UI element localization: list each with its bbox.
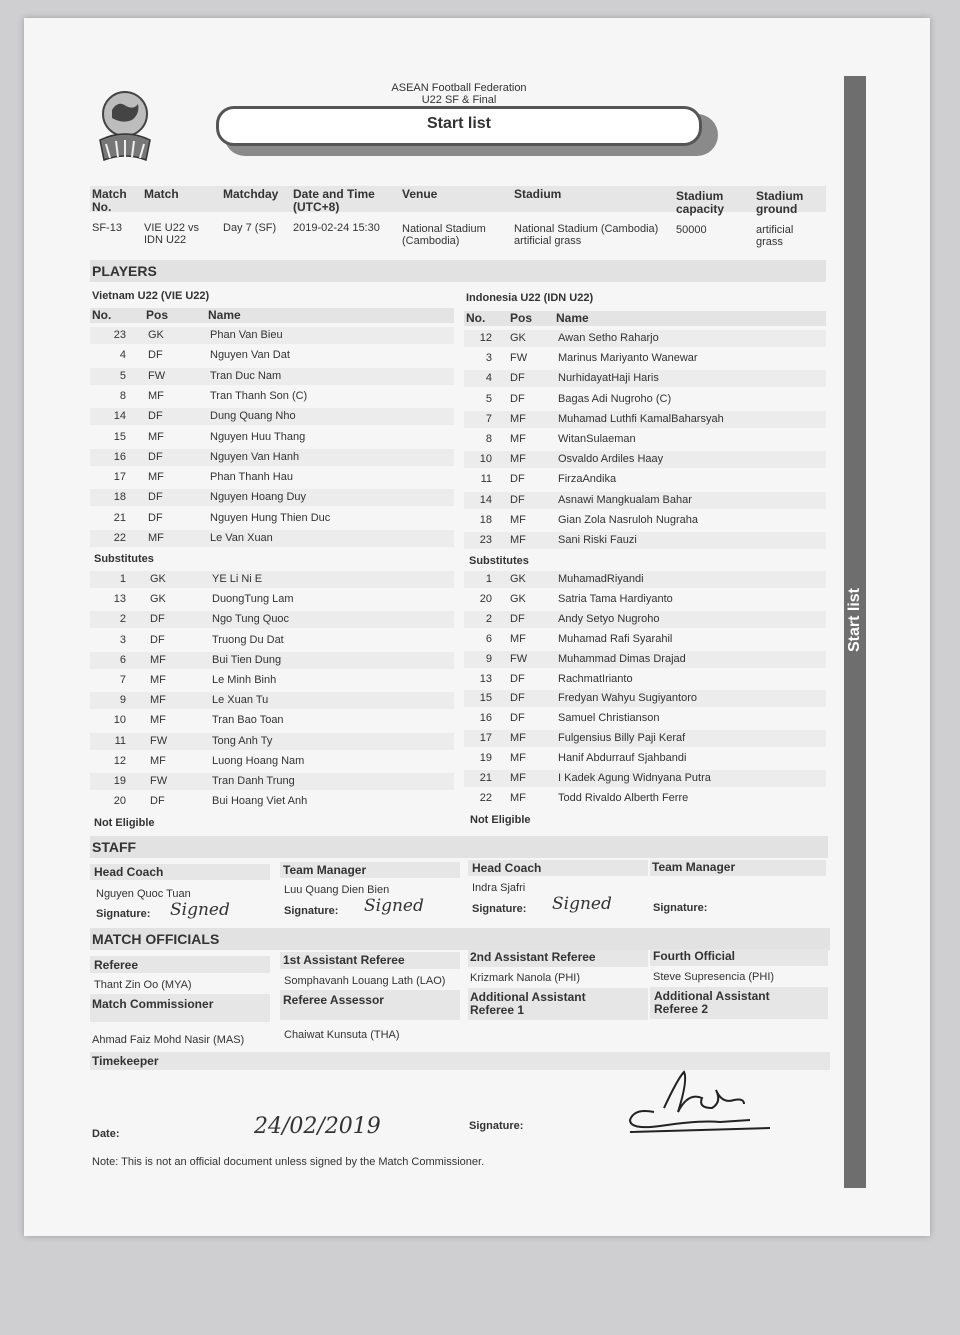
away-column-header: No. Pos Name bbox=[464, 311, 826, 326]
player-row bbox=[90, 611, 454, 628]
venue-header: Venue bbox=[402, 187, 438, 201]
player-position: DF bbox=[148, 410, 163, 423]
away-team-title: Indonesia U22 (IDN U22) bbox=[466, 292, 594, 304]
player-row bbox=[464, 690, 826, 707]
title-banner bbox=[216, 106, 716, 158]
player-number: 6 bbox=[119, 653, 126, 666]
player-row bbox=[464, 671, 826, 688]
player-row bbox=[464, 492, 826, 509]
afc-logo-icon bbox=[94, 84, 156, 164]
player-row bbox=[464, 710, 826, 727]
player-row bbox=[464, 611, 826, 628]
player-position: FW bbox=[150, 775, 168, 787]
player-row bbox=[464, 591, 826, 608]
player-number: 22 bbox=[113, 532, 126, 544]
matchday-header: Matchday bbox=[223, 187, 279, 201]
player-position: MF bbox=[510, 732, 526, 745]
away-head-coach-signature-label: Signature: bbox=[472, 903, 527, 915]
player-number: 22 bbox=[479, 791, 492, 804]
player-position: MF bbox=[150, 714, 166, 727]
referee-label: Referee bbox=[94, 958, 139, 972]
player-number: 20 bbox=[479, 592, 492, 605]
player-number: 11 bbox=[114, 734, 126, 747]
player-row bbox=[90, 632, 454, 649]
player-number: 16 bbox=[479, 712, 492, 725]
player-row bbox=[90, 347, 454, 364]
player-position: MF bbox=[150, 694, 166, 707]
player-number: 23 bbox=[479, 534, 492, 546]
player-position: MF bbox=[510, 534, 526, 546]
player-number: 1 bbox=[119, 573, 126, 585]
player-position: GK bbox=[510, 573, 526, 585]
player-row bbox=[90, 591, 454, 608]
player-name: Sani Riski Fauzi bbox=[558, 534, 637, 546]
player-position: DF bbox=[150, 633, 165, 646]
player-position: MF bbox=[148, 532, 164, 544]
player-name: Phan Van Bieu bbox=[210, 329, 283, 341]
player-position: MF bbox=[510, 513, 526, 526]
player-name: Andy Setyo Nugroho bbox=[558, 612, 660, 625]
player-name: Bui Hoang Viet Anh bbox=[212, 795, 308, 808]
player-number: 2 bbox=[485, 612, 492, 625]
player-position: FW bbox=[510, 652, 528, 665]
player-row bbox=[464, 770, 826, 787]
player-position: FW bbox=[150, 734, 168, 747]
player-position: DF bbox=[150, 613, 165, 626]
player-position: DF bbox=[510, 473, 525, 486]
player-name: Gian Zola Nasruloh Nugraha bbox=[558, 513, 699, 526]
player-row bbox=[90, 510, 454, 527]
player-row bbox=[90, 793, 454, 810]
player-name: Nguyen Huu Thang bbox=[210, 430, 306, 443]
player-name: Luong Hoang Nam bbox=[212, 754, 305, 767]
ar2-label: 2nd Assistant Referee bbox=[470, 950, 596, 964]
player-position: MF bbox=[510, 791, 526, 804]
capacity-header: Stadium capacity bbox=[676, 189, 725, 216]
player-row bbox=[464, 651, 826, 668]
date-label: Date: bbox=[92, 1128, 120, 1140]
player-number: 3 bbox=[485, 352, 492, 365]
player-number: 19 bbox=[113, 775, 126, 787]
player-position: DF bbox=[510, 493, 525, 506]
player-number: 4 bbox=[485, 372, 492, 385]
player-name: Awan Setho Raharjo bbox=[558, 332, 659, 344]
player-row bbox=[90, 692, 454, 709]
player-name: RachmatIrianto bbox=[558, 672, 633, 685]
aar2-label: Additional Assistant Referee 2 bbox=[654, 989, 770, 1016]
player-number: 17 bbox=[113, 471, 126, 484]
player-name: Nguyen Hung Thien Duc bbox=[210, 511, 331, 524]
player-name: Marinus Mariyanto Wanewar bbox=[558, 352, 698, 365]
player-row bbox=[90, 712, 454, 729]
player-position: DF bbox=[148, 491, 163, 504]
player-name: Muhamad Rafi Syarahil bbox=[558, 632, 673, 645]
player-name: Muhammad Dimas Drajad bbox=[558, 652, 686, 665]
player-row bbox=[90, 753, 454, 770]
player-name: Muhamad Luthfi KamalBaharsyah bbox=[558, 412, 724, 425]
player-row bbox=[90, 773, 454, 790]
away-team-manager-label: Team Manager bbox=[652, 860, 736, 874]
fourth-official-name: Steve Supresencia (PHI) bbox=[653, 971, 775, 983]
player-name: Tran Danh Trung bbox=[212, 775, 295, 787]
player-position: MF bbox=[148, 471, 164, 484]
home-team-manager-name: Luu Quang Dien Bien bbox=[284, 884, 390, 896]
player-position: DF bbox=[150, 795, 165, 808]
away-head-coach-label: Head Coach bbox=[472, 861, 542, 875]
player-name: FirzaAndika bbox=[558, 473, 617, 486]
player-number: 6 bbox=[485, 632, 492, 645]
player-name: Dung Quang Nho bbox=[210, 410, 296, 423]
player-row bbox=[90, 368, 454, 385]
player-position: FW bbox=[510, 352, 528, 365]
player-name: Le Van Xuan bbox=[210, 532, 273, 544]
player-name: Le Minh Binh bbox=[212, 674, 277, 686]
player-position: GK bbox=[150, 573, 166, 585]
player-name: Phan Thanh Hau bbox=[210, 471, 293, 484]
disclaimer-note: Note: This is not an official document unless signed by the Match Commissioner. bbox=[92, 1156, 485, 1168]
player-number: 17 bbox=[479, 732, 492, 745]
commissioner-label: Match Commissioner bbox=[92, 997, 214, 1011]
match-value: VIE U22 vs IDN U22 bbox=[144, 222, 200, 246]
ar2-name: Krizmark Nanola (PHI) bbox=[470, 972, 581, 984]
player-position: GK bbox=[510, 592, 526, 605]
player-number: 10 bbox=[113, 714, 126, 727]
home-team-manager-signature: Signed bbox=[364, 896, 424, 916]
away-head-coach-signature: Signed bbox=[552, 894, 612, 914]
player-row bbox=[90, 408, 454, 425]
org-name: ASEAN Football Federation bbox=[391, 82, 527, 94]
player-position: MF bbox=[510, 772, 526, 784]
player-row bbox=[464, 790, 826, 807]
player-name: Le Xuan Tu bbox=[212, 694, 269, 707]
player-row bbox=[464, 451, 826, 468]
stadium-value: National Stadium (Cambodia) artificial grass bbox=[514, 223, 659, 247]
player-row bbox=[90, 388, 454, 405]
player-number: 5 bbox=[119, 369, 126, 382]
player-position: DF bbox=[148, 450, 163, 463]
player-row bbox=[90, 469, 454, 486]
player-position: DF bbox=[148, 511, 163, 524]
player-position: MF bbox=[150, 754, 166, 767]
player-number: 7 bbox=[485, 412, 492, 425]
home-not-eligible-label: Not Eligible bbox=[94, 817, 155, 829]
player-name: Todd Rivaldo Alberth Ferre bbox=[558, 791, 689, 804]
player-name: Bui Tien Dung bbox=[212, 653, 282, 666]
staff-section-title: STAFF bbox=[90, 836, 828, 858]
player-name: Asnawi Mangkualam Bahar bbox=[558, 493, 692, 506]
player-name: Truong Du Dat bbox=[212, 633, 284, 646]
player-number: 21 bbox=[479, 772, 492, 784]
away-head-coach-name: Indra Sjafri bbox=[472, 882, 526, 894]
player-row bbox=[464, 532, 826, 549]
player-row bbox=[90, 571, 454, 588]
player-position: DF bbox=[510, 612, 525, 625]
player-number: 10 bbox=[479, 453, 492, 466]
player-row bbox=[90, 429, 454, 446]
player-number: 5 bbox=[485, 392, 492, 405]
ground-header: Stadium ground bbox=[756, 189, 804, 216]
player-row bbox=[464, 391, 826, 408]
player-position: MF bbox=[510, 433, 526, 445]
player-position: MF bbox=[510, 752, 526, 765]
away-team-manager-signature-label: Signature: bbox=[653, 902, 708, 914]
assessor-label: Referee Assessor bbox=[283, 993, 384, 1007]
player-row bbox=[464, 411, 826, 428]
player-number: 18 bbox=[113, 491, 126, 504]
player-number: 20 bbox=[113, 795, 126, 808]
player-row bbox=[90, 672, 454, 689]
player-position: DF bbox=[510, 712, 525, 725]
venue-value: National Stadium (Cambodia) bbox=[402, 223, 486, 247]
player-name: Osvaldo Ardiles Haay bbox=[558, 453, 664, 466]
home-head-coach-name: Nguyen Quoc Tuan bbox=[96, 888, 191, 900]
capacity-value: 50000 bbox=[676, 224, 707, 236]
commissioner-signature-scribble bbox=[624, 1068, 784, 1138]
player-row bbox=[464, 750, 826, 767]
player-position: MF bbox=[150, 674, 166, 686]
player-name: Samuel Christianson bbox=[558, 712, 660, 725]
player-row bbox=[464, 431, 826, 448]
home-team-manager-signature-label: Signature: bbox=[284, 905, 339, 917]
player-position: MF bbox=[510, 412, 526, 425]
player-number: 9 bbox=[119, 694, 126, 707]
player-number: 14 bbox=[479, 493, 492, 506]
player-number: 1 bbox=[485, 573, 492, 585]
player-number: 9 bbox=[485, 652, 492, 665]
player-number: 4 bbox=[119, 349, 126, 362]
player-row bbox=[464, 370, 826, 387]
ar1-name: Somphavanh Louang Lath (LAO) bbox=[284, 975, 446, 987]
player-row bbox=[464, 350, 826, 367]
player-position: MF bbox=[148, 389, 164, 402]
away-substitutes-label: Substitutes bbox=[469, 555, 529, 567]
player-name: Hanif Abdurrauf Sjahbandi bbox=[558, 752, 687, 765]
players-section-title: PLAYERS bbox=[90, 260, 826, 282]
player-name: Satria Tama Hardiyanto bbox=[558, 592, 673, 605]
player-position: MF bbox=[150, 653, 166, 666]
officials-section-title: MATCH OFFICIALS bbox=[90, 928, 830, 950]
match-no-header: Match No. bbox=[92, 187, 127, 214]
player-number: 8 bbox=[485, 433, 492, 445]
player-number: 19 bbox=[479, 752, 492, 765]
ground-value: artificial grass bbox=[756, 224, 794, 248]
player-name: Tran Bao Toan bbox=[212, 714, 284, 727]
home-head-coach-signature: Signed bbox=[170, 900, 230, 920]
player-name: YE Li Ni E bbox=[212, 573, 263, 585]
home-team-manager-label: Team Manager bbox=[283, 863, 367, 877]
player-name: Tong Anh Ty bbox=[212, 734, 273, 747]
player-position: DF bbox=[510, 672, 525, 685]
player-position: MF bbox=[148, 430, 164, 443]
player-row bbox=[90, 733, 454, 750]
player-position: GK bbox=[148, 329, 164, 341]
home-team-title: Vietnam U22 (VIE U22) bbox=[92, 290, 210, 302]
player-row bbox=[464, 471, 826, 488]
player-row bbox=[464, 631, 826, 648]
player-row bbox=[464, 512, 826, 529]
player-row bbox=[90, 449, 454, 466]
player-name: Nguyen Hoang Duy bbox=[210, 491, 307, 504]
player-row bbox=[90, 530, 454, 547]
player-number: 7 bbox=[119, 674, 126, 686]
matchday-value: Day 7 (SF) bbox=[223, 222, 277, 234]
match-no-value: SF-13 bbox=[92, 222, 122, 234]
fourth-official-label: Fourth Official bbox=[653, 949, 735, 963]
player-number: 3 bbox=[119, 633, 126, 646]
player-row bbox=[90, 489, 454, 506]
home-column-header: No. Pos Name bbox=[90, 308, 454, 323]
player-name: Bagas Adi Nugroho (C) bbox=[558, 392, 672, 405]
datetime-header: Date and Time (UTC+8) bbox=[293, 187, 375, 214]
player-row bbox=[90, 327, 454, 344]
stadium-header: Stadium bbox=[514, 187, 562, 201]
player-position: DF bbox=[510, 392, 525, 405]
timekeeper-label: Timekeeper bbox=[92, 1054, 159, 1068]
aar1-label: Additional Assistant Referee 1 bbox=[470, 990, 586, 1017]
player-name: Nguyen Van Dat bbox=[210, 349, 290, 362]
player-position: DF bbox=[148, 349, 163, 362]
player-position: GK bbox=[150, 593, 166, 606]
player-name: WitanSulaeman bbox=[558, 433, 636, 445]
player-position: FW bbox=[148, 369, 166, 382]
player-number: 12 bbox=[113, 754, 126, 767]
player-number: 16 bbox=[113, 450, 126, 463]
start-list-sheet bbox=[24, 18, 930, 1236]
player-position: GK bbox=[510, 332, 526, 344]
datetime-value: 2019-02-24 15:30 bbox=[293, 222, 380, 234]
player-number: 12 bbox=[479, 332, 492, 344]
referee-name: Thant Zin Oo (MYA) bbox=[94, 979, 192, 991]
player-row bbox=[464, 571, 826, 588]
player-name: I Kadek Agung Widnyana Putra bbox=[558, 772, 711, 784]
player-position: DF bbox=[510, 372, 525, 385]
player-name: MuhamadRiyandi bbox=[558, 573, 644, 585]
player-row bbox=[464, 330, 826, 347]
player-name: DuongTung Lam bbox=[212, 593, 294, 606]
player-number: 21 bbox=[113, 511, 126, 524]
commissioner-name: Ahmad Faiz Mohd Nasir (MAS) bbox=[92, 1034, 245, 1046]
player-number: 8 bbox=[119, 389, 126, 402]
player-number: 13 bbox=[479, 672, 492, 685]
sidebar-title: Start list bbox=[846, 587, 863, 652]
player-number: 18 bbox=[479, 513, 492, 526]
player-name: Tran Thanh Son (C) bbox=[210, 389, 308, 402]
organizer-header bbox=[324, 82, 594, 106]
date-value: 24/02/2019 bbox=[254, 1114, 381, 1139]
away-not-eligible-label: Not Eligible bbox=[470, 814, 531, 826]
home-head-coach-label: Head Coach bbox=[94, 865, 164, 879]
player-number: 2 bbox=[119, 613, 126, 626]
player-number: 11 bbox=[480, 473, 492, 486]
player-position: MF bbox=[510, 632, 526, 645]
player-name: Fulgensius Billy Paji Keraf bbox=[558, 732, 686, 745]
home-head-coach-signature-label: Signature: bbox=[96, 908, 151, 920]
competition-name: U22 SF & Final bbox=[421, 94, 497, 106]
player-name: Fredyan Wahyu Sugiyantoro bbox=[558, 692, 697, 705]
home-substitutes-label: Substitutes bbox=[94, 553, 154, 565]
page-title: Start list bbox=[426, 115, 491, 132]
player-name: Ngo Tung Quoc bbox=[212, 613, 290, 626]
match-header: Match bbox=[144, 187, 179, 201]
player-name: Tran Duc Nam bbox=[210, 369, 282, 382]
player-number: 15 bbox=[479, 692, 492, 705]
player-row bbox=[464, 730, 826, 747]
ar1-label: 1st Assistant Referee bbox=[283, 953, 405, 967]
player-number: 14 bbox=[113, 410, 126, 423]
player-number: 23 bbox=[113, 329, 126, 341]
commissioner-signature-label: Signature: bbox=[469, 1120, 524, 1132]
player-name: NurhidayatHaji Haris bbox=[558, 372, 659, 385]
player-position: DF bbox=[510, 692, 525, 705]
player-number: 13 bbox=[113, 593, 126, 606]
assessor-name: Chaiwat Kunsuta (THA) bbox=[284, 1029, 400, 1041]
player-position: MF bbox=[510, 453, 526, 466]
player-number: 15 bbox=[113, 430, 126, 443]
player-row bbox=[90, 652, 454, 669]
player-name: Nguyen Van Hanh bbox=[210, 450, 300, 463]
